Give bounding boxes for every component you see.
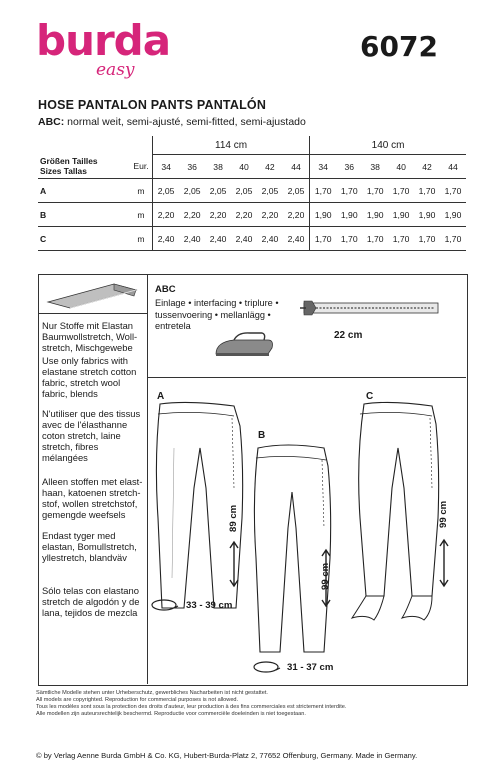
size-cell: 40 (388, 155, 414, 179)
value-cell: 1,70 (362, 179, 388, 203)
fabric-text-nl: Alleen stoffen met elast-haan, katoenen stretch-stof, wollen stretchstof, gemengde weefsels (42, 476, 143, 520)
footer-line: Sämtliche Modelle stehen unter Urheberschutz, gewerbliches Nacharbeiten ist nicht gestattet. (36, 690, 268, 696)
value-cell: 1,70 (388, 227, 414, 251)
value-cell: 2,05 (257, 179, 283, 203)
unit-cell: m (130, 179, 153, 203)
value-cell: 1,90 (310, 203, 337, 227)
value-cell: 2,05 (283, 179, 310, 203)
hem-circle-a (148, 596, 184, 614)
value-cell: 2,40 (257, 227, 283, 251)
length-a: 89 cm (228, 504, 239, 532)
page-title: HOSE PANTALON PANTS PANTALÓN (38, 98, 267, 112)
value-cell: 1,70 (310, 179, 337, 203)
brand-logo: burda (36, 16, 171, 65)
fabric-text-de: Nur Stoffe mit Elastan Baumwollstretch, Woll-stretch, Mischgewebe (42, 320, 138, 353)
value-cell: 1,90 (388, 203, 414, 227)
size-cell: 36 (336, 155, 362, 179)
value-cell: 1,70 (362, 227, 388, 251)
zip-length: 22 cm (334, 330, 363, 341)
value-cell: 1,70 (310, 227, 337, 251)
interfacing-line: tussenvoering • mellanlägg • (155, 309, 271, 320)
interfacing-line: entretela (155, 321, 191, 331)
size-header-line2: Sizes Tallas (40, 166, 87, 177)
value-cell: 2,40 (231, 227, 257, 251)
value-cell: 2,40 (283, 227, 310, 251)
fabric-roll-icon (44, 280, 140, 310)
value-cell: 2,40 (179, 227, 205, 251)
iron-icon (210, 330, 280, 360)
row-label: A (38, 179, 130, 203)
length-b: 99 cm (320, 562, 331, 590)
value-cell: 1,70 (414, 179, 440, 203)
table-row (38, 203, 466, 227)
value-cell: 1,70 (388, 179, 414, 203)
size-cell: 42 (414, 155, 440, 179)
pattern-number: 6072 (360, 30, 438, 63)
interfacing-line: Einlage • interfacing • triplure • (155, 298, 279, 308)
unit-cell: m (130, 203, 153, 227)
footer-line: Tous les modèles sont sous la protection des droits d'auteur, leur production à des fins commerciales est strictement interdite. (36, 704, 347, 710)
hem-width-b: 31 - 37 cm (287, 662, 334, 673)
value-cell: 2,40 (205, 227, 231, 251)
eur-label: Eur. (130, 155, 153, 179)
size-cell: 36 (179, 155, 205, 179)
garment-a-letter: A (157, 391, 165, 402)
row-label: C (38, 227, 130, 251)
value-cell: 1,90 (414, 203, 440, 227)
value-cell: 2,20 (257, 203, 283, 227)
value-cell: 1,70 (414, 227, 440, 251)
unit-cell: m (130, 227, 153, 251)
value-cell: 1,70 (440, 179, 466, 203)
hem-width-a: 33 - 39 cm (186, 600, 233, 611)
value-cell: 2,05 (153, 179, 180, 203)
size-cell: 38 (205, 155, 231, 179)
value-cell: 2,05 (205, 179, 231, 203)
length-arrow-a (228, 540, 240, 588)
fabric-text-sv: Endast tyger med elastan, Bomullstretch, yllestretch, blandväv (42, 530, 137, 563)
size-cell: 44 (440, 155, 466, 179)
value-cell: 1,70 (336, 227, 362, 251)
length-arrow-c (438, 538, 450, 588)
pants-c-drawing (346, 398, 446, 628)
size-cell: 38 (362, 155, 388, 179)
size-cell: 34 (153, 155, 180, 179)
value-cell: 2,20 (283, 203, 310, 227)
footer-line: Alle modellen zijn auteursrechtelijk beschermd. Reproductie voor commerciële doeleinden is niet toegestaan. (36, 711, 306, 717)
value-cell: 2,05 (231, 179, 257, 203)
fit-description (38, 116, 306, 128)
notions-divider (147, 377, 466, 378)
footer-legal (36, 690, 346, 718)
fabric-text-es: Sólo telas con elastano stretch de algodón y de lana, tejidos de mezcla (42, 585, 140, 618)
row-label: B (38, 203, 130, 227)
value-cell: 2,20 (179, 203, 205, 227)
size-header-line1: Größen Tailles (40, 156, 98, 167)
width-header-140: 140 cm (310, 136, 466, 155)
value-cell: 2,20 (205, 203, 231, 227)
fit-text: normal weit, semi-ajusté, semi-fitted, semi-ajustado (67, 116, 306, 128)
size-cell: 44 (283, 155, 310, 179)
garment-b-letter: B (258, 430, 266, 441)
copyright: © by Verlag Aenne Burda GmbH & Co. KG, Hubert-Burda-Platz 2, 77652 Offenburg, Germany. Made in Germany. (36, 751, 418, 760)
hem-circle-b (250, 658, 286, 676)
value-cell: 2,40 (153, 227, 180, 251)
value-cell: 1,70 (440, 227, 466, 251)
brand-logo-sub: easy (96, 60, 135, 80)
notions-label: ABC (155, 284, 176, 295)
value-cell: 1,90 (336, 203, 362, 227)
width-header-114: 114 cm (153, 136, 310, 155)
table-row (38, 179, 466, 203)
fabric-text-fr: N'utiliser que des tissus avec de l'élasthanne coton stretch, laine stretch, fibres mélangées (42, 408, 141, 463)
size-cell: 40 (231, 155, 257, 179)
fabric-swatch-divider (38, 313, 148, 314)
size-cell: 42 (257, 155, 283, 179)
value-cell: 2,05 (179, 179, 205, 203)
fabric-text-en: Use only fabrics with elastane stretch cotton fabric, stretch wool fabric, blends (42, 355, 137, 399)
garment-c-letter: C (366, 391, 374, 402)
footer-line: All models are copyrighted. Reproduction for commercial purposes is not allowed. (36, 697, 239, 703)
size-cell: 34 (310, 155, 337, 179)
table-row (38, 227, 466, 251)
fit-prefix: ABC: (38, 116, 65, 128)
value-cell: 1,90 (440, 203, 466, 227)
value-cell: 1,90 (362, 203, 388, 227)
value-cell: 1,70 (336, 179, 362, 203)
yardage-table (38, 136, 466, 251)
length-c: 99 cm (438, 500, 449, 528)
interfacing-text (155, 298, 279, 333)
value-cell: 2,20 (153, 203, 180, 227)
zipper-icon (300, 295, 450, 321)
value-cell: 2,20 (231, 203, 257, 227)
